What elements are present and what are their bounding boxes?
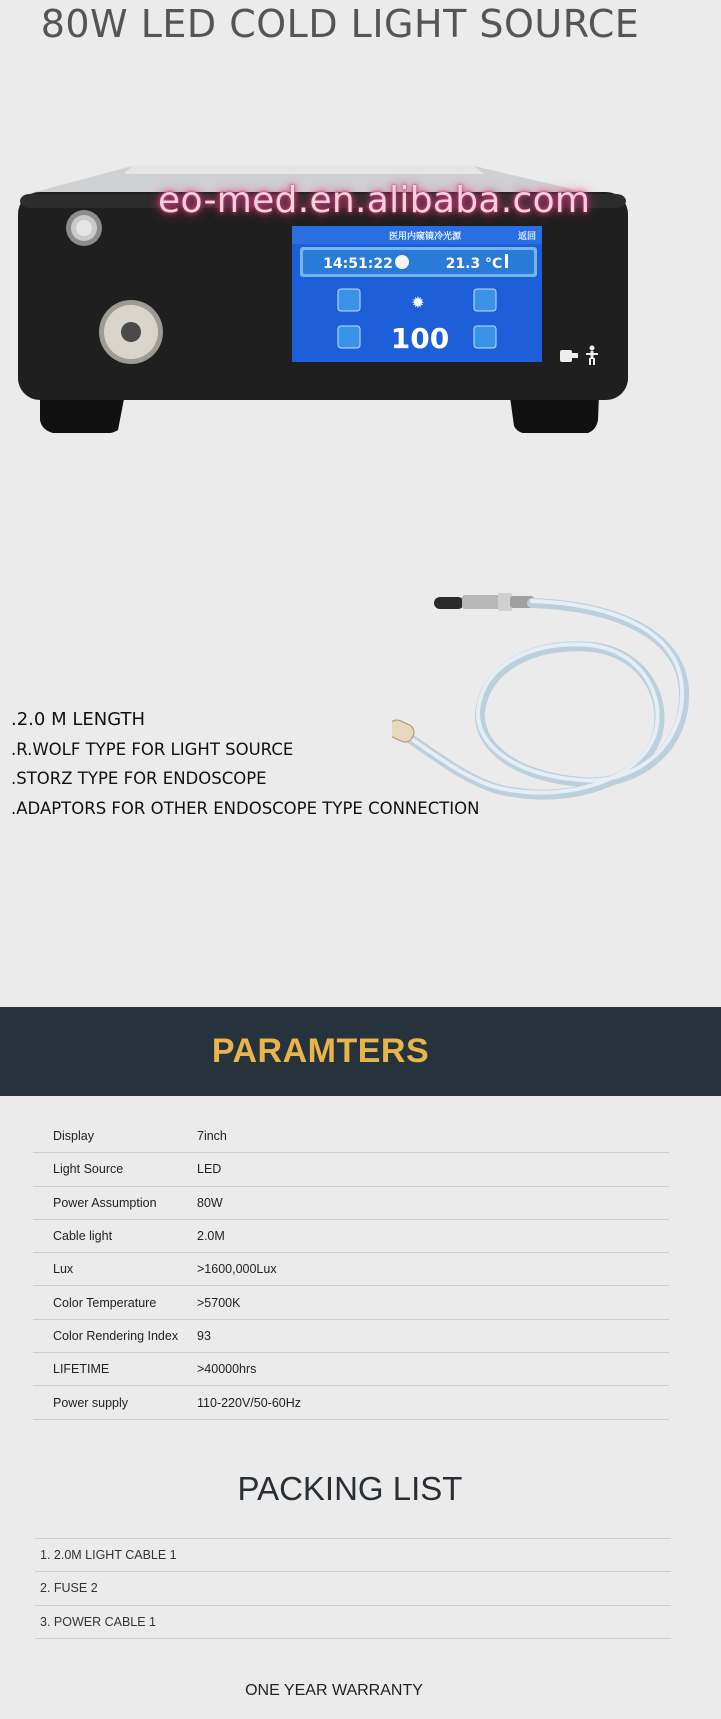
list-item: 3. POWER CABLE 1 bbox=[35, 1606, 671, 1639]
param-value: 80W bbox=[197, 1195, 223, 1210]
param-value: LED bbox=[197, 1162, 222, 1177]
table-row bbox=[33, 1187, 669, 1220]
table-row bbox=[33, 1153, 669, 1186]
param-name: Power supply bbox=[53, 1395, 129, 1410]
param-name: Color Rendering Index bbox=[53, 1328, 179, 1343]
param-name: Lux bbox=[53, 1262, 74, 1277]
mode-up-button bbox=[474, 289, 496, 311]
feature-item: .2.0 M LENGTH bbox=[11, 709, 146, 730]
packing-list bbox=[35, 1538, 671, 1639]
param-value: >1600,000Lux bbox=[197, 1262, 277, 1277]
brightness-sun-icon: ✹ bbox=[411, 295, 425, 312]
packing-list-title: PACKING LIST bbox=[237, 1470, 463, 1507]
sun-moon-icon bbox=[395, 255, 409, 269]
svg-text:返回: 返回 bbox=[517, 232, 536, 242]
param-name: Display bbox=[53, 1129, 94, 1144]
param-value: >40000hrs bbox=[197, 1362, 257, 1377]
svg-text:医用内窥镜冷光源: 医用内窥镜冷光源 bbox=[388, 232, 462, 242]
list-item: 1. 2.0M LIGHT CABLE 1 bbox=[35, 1539, 671, 1572]
list-item: 2. FUSE 2 bbox=[35, 1572, 671, 1605]
feature-item: .STORZ TYPE FOR ENDOSCOPE bbox=[11, 769, 267, 788]
brightness-up-button bbox=[338, 289, 360, 311]
param-value: 110-220V/50-60Hz bbox=[197, 1395, 302, 1410]
table-row bbox=[33, 1220, 669, 1253]
thermometer-icon bbox=[505, 254, 508, 268]
parameters-table bbox=[33, 1120, 669, 1420]
features-list bbox=[11, 705, 480, 823]
param-name: LIFETIME bbox=[53, 1362, 110, 1377]
param-name: Light Source bbox=[53, 1162, 124, 1177]
param-value: 7inch bbox=[197, 1129, 227, 1144]
table-row bbox=[33, 1353, 669, 1386]
touch-screen bbox=[292, 226, 542, 362]
mode-down-button bbox=[474, 326, 496, 348]
param-value: >5700K bbox=[197, 1295, 241, 1310]
table-row bbox=[33, 1253, 669, 1286]
param-value: 93 bbox=[197, 1328, 211, 1343]
page-title: 80W LED COLD LIGHT SOURCE bbox=[40, 2, 640, 46]
watermark: eo-med.en.alibaba.com bbox=[158, 180, 591, 221]
svg-text:14:51:22: 14:51:22 bbox=[323, 256, 393, 272]
feature-item: .ADAPTORS FOR OTHER ENDOSCOPE TYPE CONNECTION bbox=[11, 798, 480, 818]
param-value: 2.0M bbox=[197, 1229, 225, 1244]
warranty-text: ONE YEAR WARRANTY bbox=[245, 1682, 423, 1699]
parameters-title: PARAMTERS bbox=[211, 1032, 430, 1070]
svg-text:100: 100 bbox=[390, 322, 450, 355]
parameters-header-band bbox=[0, 1007, 721, 1096]
table-row bbox=[33, 1386, 669, 1419]
svg-text:21.3 °C: 21.3 °C bbox=[445, 256, 503, 272]
param-name: Color Temperature bbox=[53, 1295, 157, 1310]
table-row bbox=[33, 1286, 669, 1319]
param-name: Cable light bbox=[53, 1229, 113, 1244]
table-row bbox=[33, 1120, 669, 1153]
param-name: Power Assumption bbox=[53, 1195, 157, 1210]
table-row bbox=[33, 1320, 669, 1353]
feature-item: .R.WOLF TYPE FOR LIGHT SOURCE bbox=[11, 739, 294, 759]
brightness-down-button bbox=[338, 326, 360, 348]
